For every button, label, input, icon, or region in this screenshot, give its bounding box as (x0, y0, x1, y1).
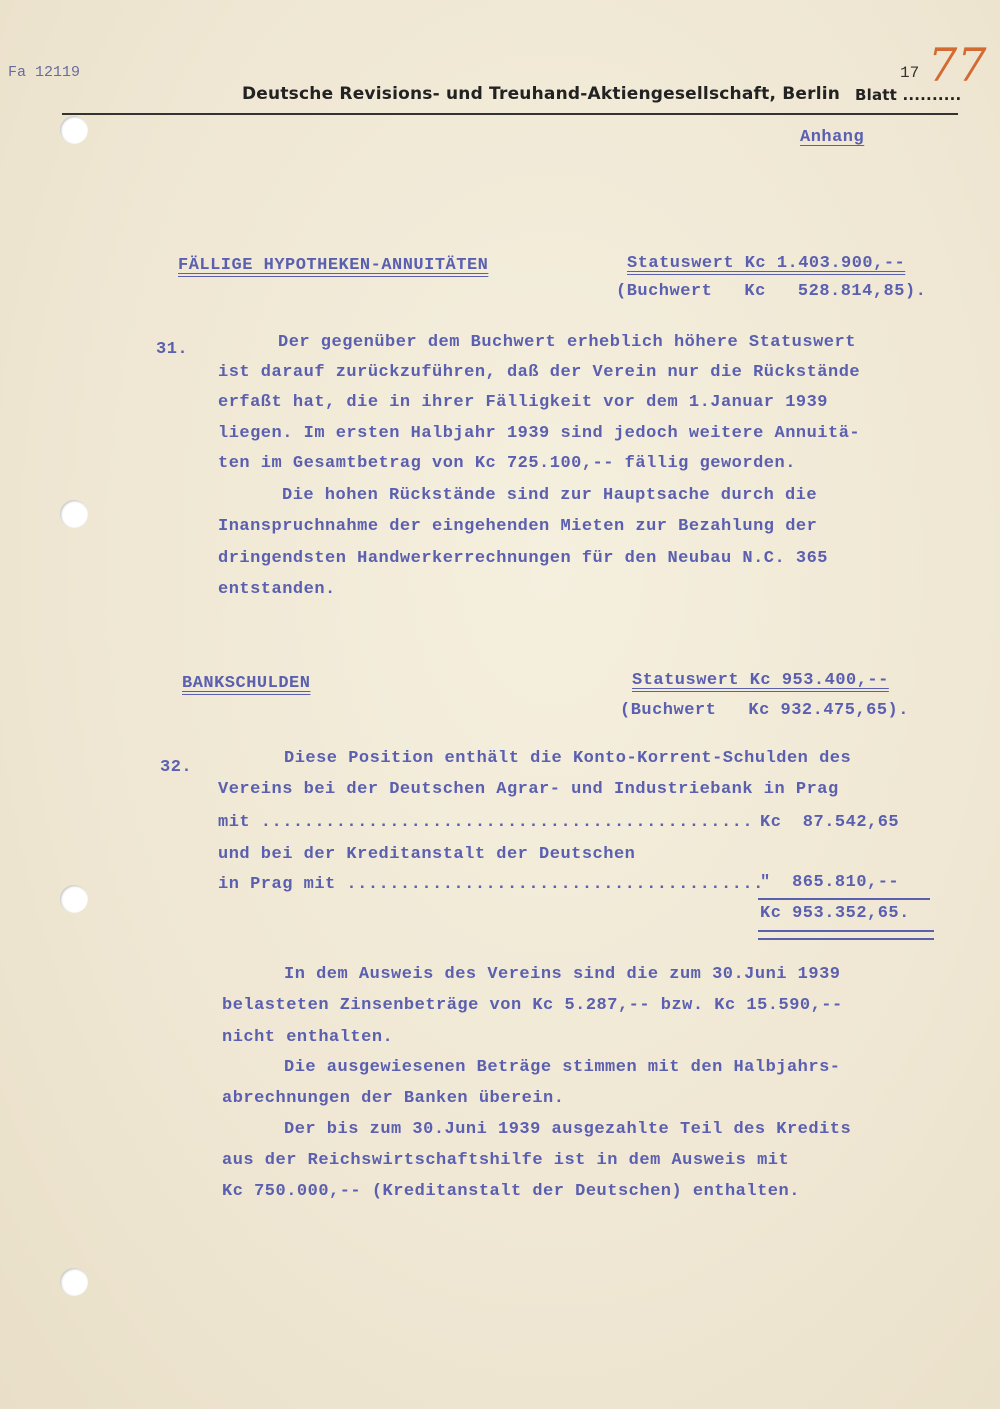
status-value: Statuswert Kc 953.400,-- (632, 671, 889, 690)
amount-total: Kc 953.352,65. (760, 904, 910, 923)
paragraph-line: ten im Gesamtbetrag von Kc 725.100,-- fällig geworden. (218, 454, 796, 473)
paragraph-line: Der gegenüber dem Buchwert erheblich höhere Statuswert (278, 333, 856, 352)
item-number: 32. (160, 758, 193, 777)
total-double-rule (758, 930, 934, 940)
sum-line (758, 898, 930, 900)
punch-hole (60, 1268, 88, 1296)
paragraph-line: belasteten Zinsenbeträge von Kc 5.287,-- bzw. Kc 15.590,-- (222, 996, 843, 1015)
paragraph-line: Vereins bei der Deutschen Agrar- und Industriebank in Prag (218, 780, 839, 799)
section-heading: BANKSCHULDEN (182, 674, 311, 693)
page-number-typed: 17 (900, 64, 920, 82)
paragraph-line: Die ausgewiesenen Beträge stimmen mit den Halbjahrs- (284, 1058, 841, 1077)
company-name: Deutsche Revisions- und Treuhand-Aktiengesellschaft, Berlin (242, 84, 841, 104)
paragraph-line: mit .............................................. (218, 813, 754, 832)
paragraph-line: aus der Reichswirtschaftshilfe ist in dem Ausweis mit (222, 1151, 790, 1170)
status-value: Statuswert Kc 1.403.900,-- (627, 254, 906, 273)
section-heading: FÄLLIGE HYPOTHEKEN-ANNUITÄTEN (178, 256, 489, 275)
blatt-label: Blatt .......... (855, 86, 962, 104)
paragraph-line: ist darauf zurückzuführen, daß der Verein nur die Rückstände (218, 363, 861, 382)
item-number: 31. (156, 340, 189, 359)
paragraph-line: liegen. Im ersten Halbjahr 1939 sind jedoch weitere Annuitä- (218, 424, 861, 443)
paragraph-line: In dem Ausweis des Vereins sind die zum 30.Juni 1939 (284, 965, 841, 984)
paragraph-line: erfaßt hat, die in ihrer Fälligkeit vor dem 1.Januar 1939 (218, 393, 828, 412)
section-label: Anhang (800, 128, 865, 147)
punch-hole (60, 885, 88, 913)
paragraph-line: Kc 750.000,-- (Kreditanstalt der Deutschen) enthalten. (222, 1182, 800, 1201)
paragraph-line: Der bis zum 30.Juni 1939 ausgezahlte Teil des Kredits (284, 1120, 852, 1139)
paragraph-line: abrechnungen der Banken überein. (222, 1089, 565, 1108)
paragraph-line: entstanden. (218, 580, 336, 599)
paragraph-line: Diese Position enthält die Konto-Korrent-Schulden des (284, 749, 852, 768)
paragraph-line: nicht enthalten. (222, 1028, 394, 1047)
punch-hole (60, 116, 88, 144)
punch-hole (60, 500, 88, 528)
doc-number: Fa 12119 (8, 64, 81, 81)
paragraph-line: dringendsten Handwerkerrechnungen für den Neubau N.C. 365 (218, 549, 828, 568)
book-value: (Buchwert Kc 528.814,85). (616, 282, 927, 301)
paragraph-line: Inanspruchnahme der eingehenden Mieten zur Bezahlung der (218, 517, 818, 536)
header-rule (62, 113, 958, 115)
paragraph-line: Die hohen Rückstände sind zur Hauptsache durch die (282, 486, 818, 505)
paragraph-line: und bei der Kreditanstalt der Deutschen (218, 845, 636, 864)
amount: " 865.810,-- (760, 873, 900, 892)
amount: Kc 87.542,65 (760, 813, 900, 832)
book-value: (Buchwert Kc 932.475,65). (620, 701, 909, 720)
paragraph-line: in Prag mit ....................................... (218, 875, 764, 894)
page-number-handwritten: 77 (928, 38, 987, 92)
